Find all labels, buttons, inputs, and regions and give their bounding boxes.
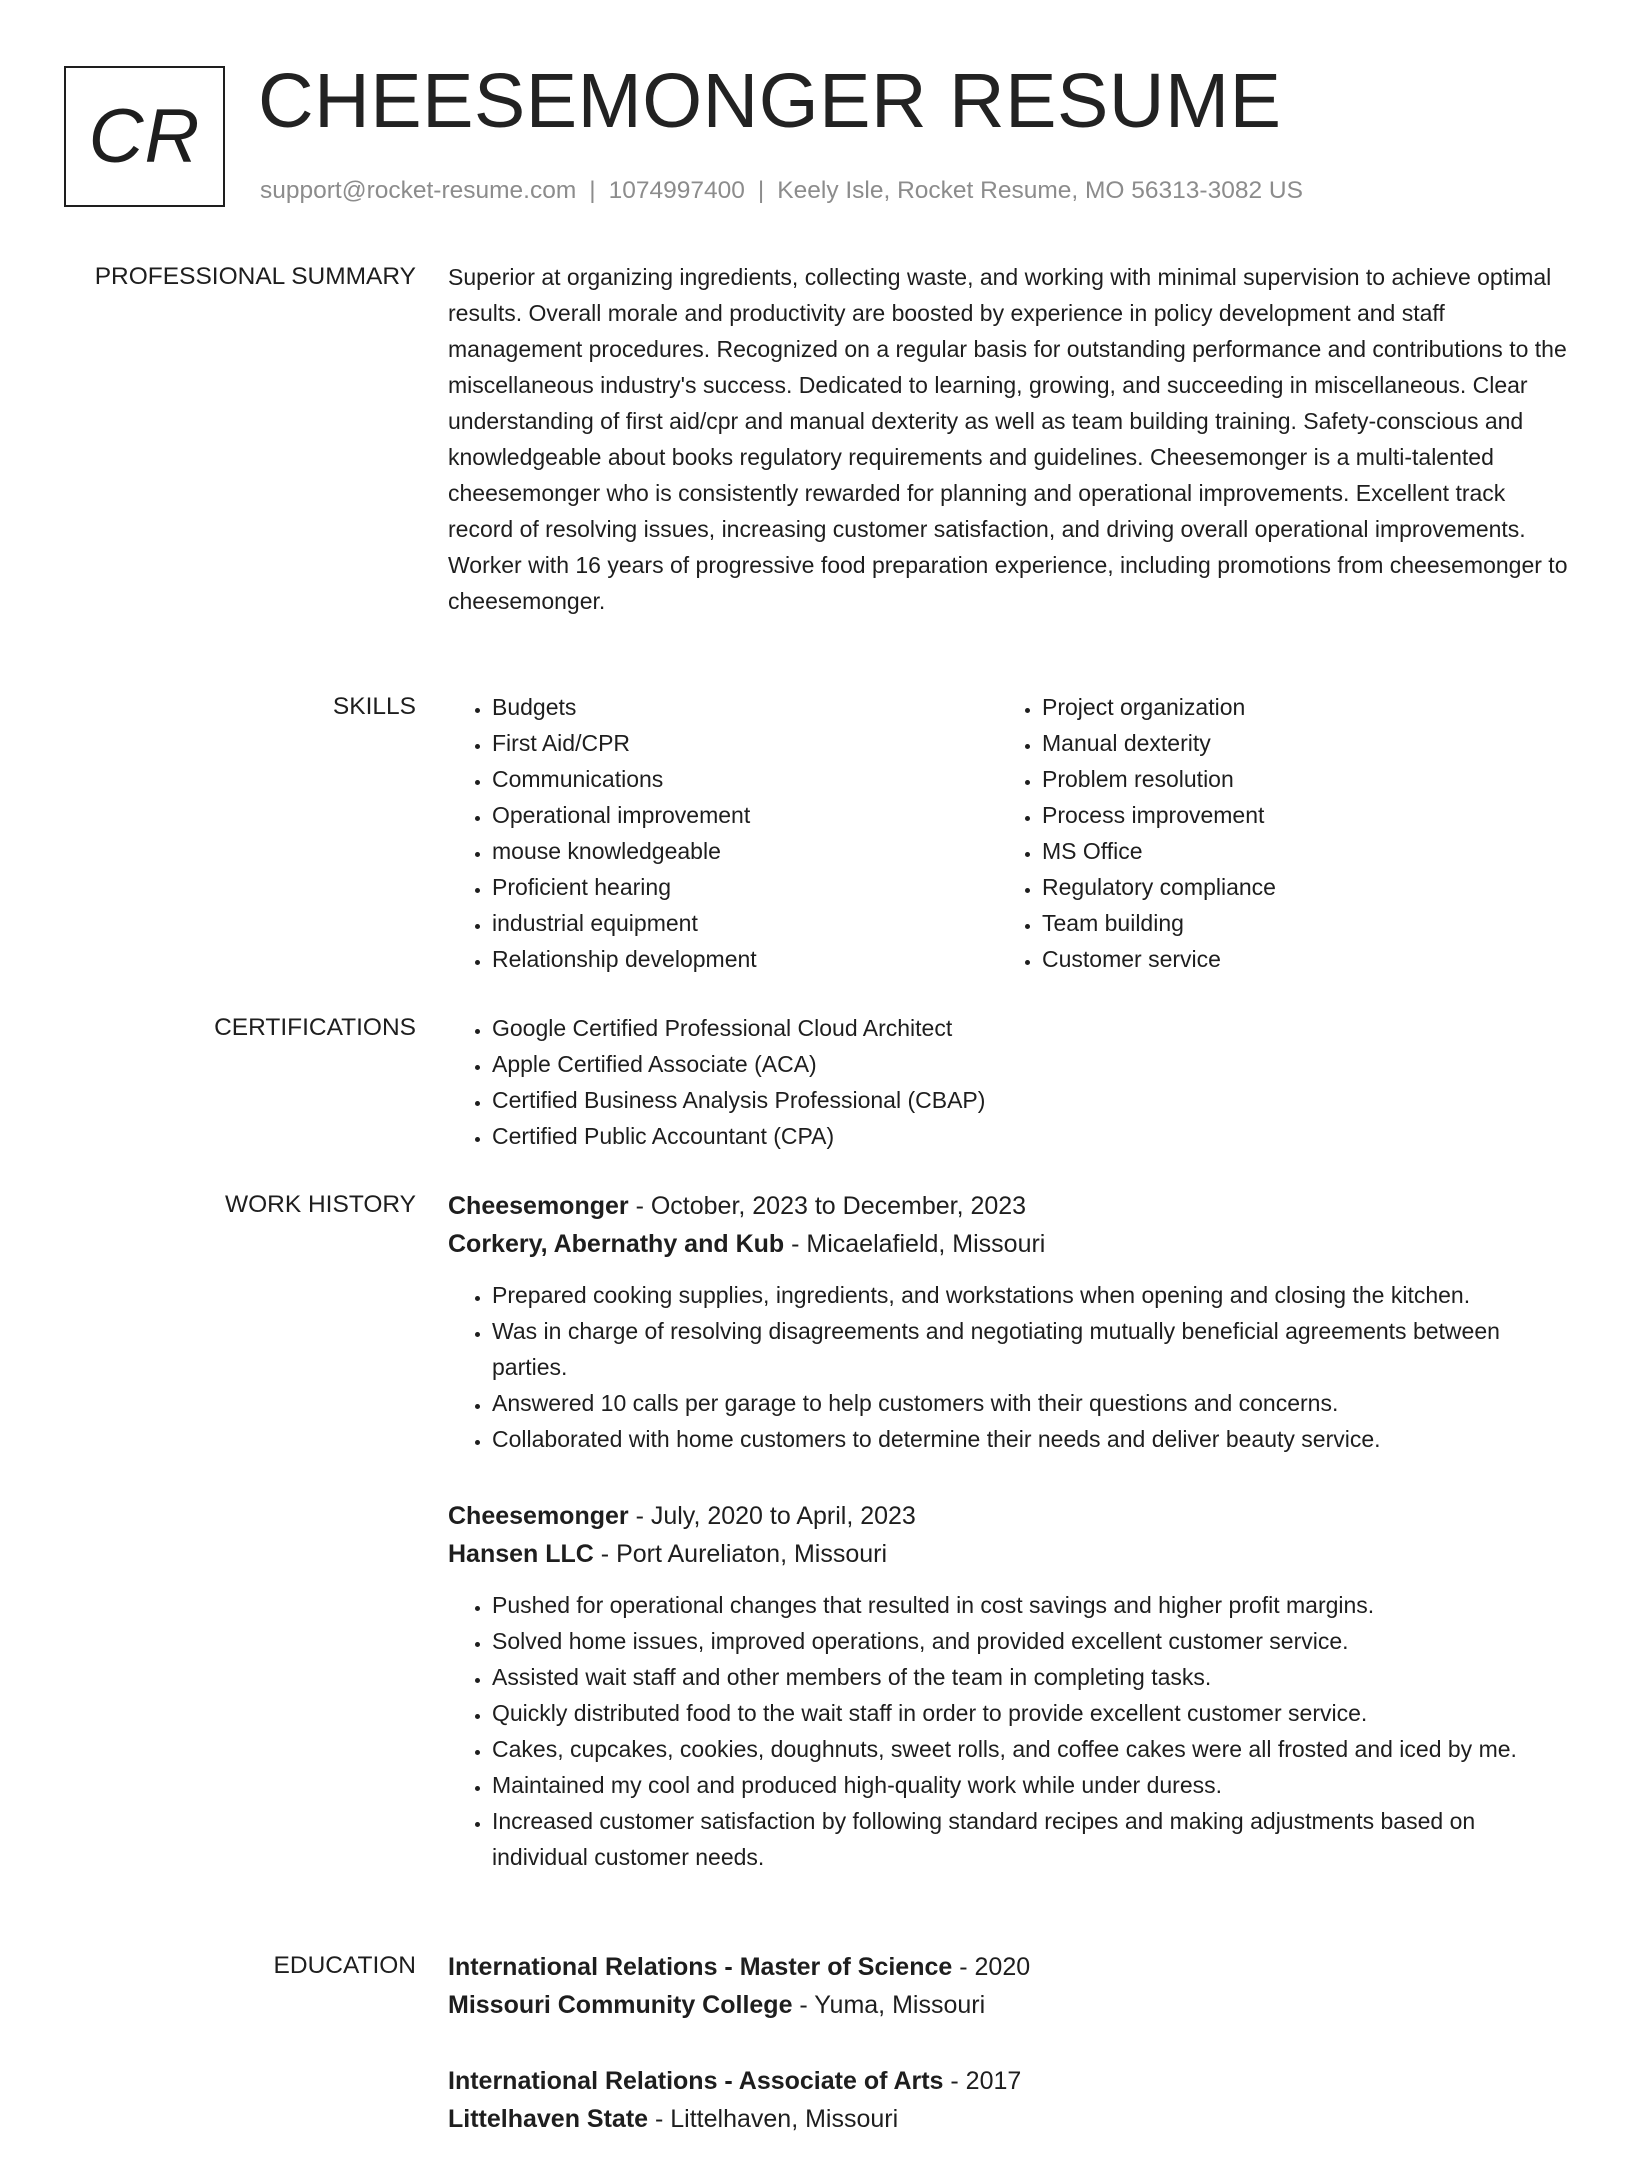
skill-item: • Project organization xyxy=(1042,689,1548,725)
job-title-line xyxy=(448,1497,1568,1535)
skills-body xyxy=(448,689,1568,977)
contact-address: Keely Isle, Rocket Resume, MO 56313-3082 US xyxy=(777,177,1303,204)
certification-item: • Google Certified Professional Cloud Architect xyxy=(492,1010,1568,1046)
job-dates: - October, 2023 to December, 2023 xyxy=(628,1192,1027,1220)
contact-line xyxy=(260,174,1303,208)
education-body xyxy=(448,1948,1568,2176)
skill-item: • Team building xyxy=(1042,905,1548,941)
job-bullet: • Was in charge of resolving disagreements and negotiating mutually beneficial agreements between parties. xyxy=(492,1313,1568,1385)
job-entry xyxy=(448,1187,1568,1457)
section-label-education: EDUCATION xyxy=(273,1952,416,1979)
job-location: - Micaelafield, Missouri xyxy=(784,1230,1046,1258)
degree: International Relations - Associate of Arts xyxy=(448,2067,944,2095)
section-label-summary: PROFESSIONAL SUMMARY xyxy=(94,263,416,290)
skill-item: • Budgets xyxy=(492,689,998,725)
school-location: - Littelhaven, Missouri xyxy=(648,2105,899,2133)
skill-item: • Problem resolution xyxy=(1042,761,1548,797)
job-bullet: • Assisted wait staff and other members of the team in completing tasks. xyxy=(492,1659,1568,1695)
school-location: - Yuma, Missouri xyxy=(792,1991,986,2019)
job-bullet: • Prepared cooking supplies, ingredients, and workstations when opening and closing the kitchen. xyxy=(492,1277,1568,1313)
section-label-work: WORK HISTORY xyxy=(224,1191,416,1218)
job-bullets xyxy=(448,1587,1568,1875)
degree-line xyxy=(448,2062,1568,2100)
section-label-certifications: CERTIFICATIONS xyxy=(214,1014,416,1041)
school-line xyxy=(448,1986,1568,2024)
monogram-logo xyxy=(64,66,225,207)
skill-item: • Process improvement xyxy=(1042,797,1548,833)
job-bullet: • Solved home issues, improved operations, and provided excellent customer service. xyxy=(492,1623,1568,1659)
job-bullet: • Answered 10 calls per garage to help customers with their questions and concerns. xyxy=(492,1385,1568,1421)
work-history-body xyxy=(448,1187,1568,1915)
skills-column-left xyxy=(448,689,998,977)
contact-email[interactable]: support@rocket-resume.com xyxy=(260,177,577,204)
skill-item: • First Aid/CPR xyxy=(492,725,998,761)
job-company-line xyxy=(448,1225,1568,1263)
skill-item: • industrial equipment xyxy=(492,905,998,941)
job-title-line xyxy=(448,1187,1568,1225)
job-title: Cheesemonger xyxy=(448,1192,629,1220)
skill-item: • Regulatory compliance xyxy=(1042,869,1548,905)
degree-year: - 2020 xyxy=(952,1953,1031,1981)
skill-item: • MS Office xyxy=(1042,833,1548,869)
certifications-list xyxy=(448,1010,1568,1154)
skill-item: • Customer service xyxy=(1042,941,1548,977)
job-company: Hansen LLC xyxy=(448,1540,594,1568)
school: Littelhaven State xyxy=(448,2105,649,2133)
skill-item: • Manual dexterity xyxy=(1042,725,1548,761)
contact-separator: | xyxy=(589,177,596,204)
skills-list-right xyxy=(998,689,1548,977)
section-label-skills: SKILLS xyxy=(332,693,416,720)
skills-list-left xyxy=(448,689,998,977)
degree-year: - 2017 xyxy=(943,2067,1022,2095)
school-line xyxy=(448,2100,1568,2138)
job-title: Cheesemonger xyxy=(448,1502,629,1530)
summary-body xyxy=(448,259,1568,619)
certification-item: • Certified Business Analysis Professional (CBAP) xyxy=(492,1082,1568,1118)
job-bullet: • Cakes, cupcakes, cookies, doughnuts, sweet rolls, and coffee cakes were all frosted and iced by me. xyxy=(492,1731,1568,1767)
job-dates: - July, 2020 to April, 2023 xyxy=(628,1502,916,1530)
school: Missouri Community College xyxy=(448,1991,793,2019)
job-bullet: • Quickly distributed food to the wait staff in order to provide excellent customer service. xyxy=(492,1695,1568,1731)
summary-text: Superior at organizing ingredients, collecting waste, and working with minimal supervision to achieve optimal results. Overall morale and productivity are boosted by experience in policy development and staff management procedures. Recognized on a regular basis for outstanding performance and contributions to the miscellaneous industry's success. Dedicated to learning, growing, and succeeding in miscellaneous. Clear understanding of first aid/cpr and manual dexterity as well as team building training. Safety-conscious and knowledgeable about books regulatory requirements and guidelines. Cheesemonger is a multi-talented cheesemonger who is consistently rewarded for planning and operational improvements. Excellent track record of resolving issues, increasing customer satisfaction, and driving overall operational improvements. Worker with 16 years of progressive food preparation experience, including promotions from cheesemonger to cheesemonger. xyxy=(448,264,1568,614)
certification-item: • Certified Public Accountant (CPA) xyxy=(492,1118,1568,1154)
education-entry xyxy=(448,1948,1568,2024)
monogram-initials: CR xyxy=(88,93,201,179)
skill-item: • Relationship development xyxy=(492,941,998,977)
job-bullets xyxy=(448,1277,1568,1457)
degree: International Relations - Master of Science xyxy=(448,1953,953,1981)
job-company: Corkery, Abernathy and Kub xyxy=(448,1230,785,1258)
skill-item: • mouse knowledgeable xyxy=(492,833,998,869)
job-company-line xyxy=(448,1535,1568,1573)
contact-phone[interactable]: 1074997400 xyxy=(608,177,745,204)
job-location: - Port Aureliaton, Missouri xyxy=(593,1540,888,1568)
job-bullet: • Maintained my cool and produced high-quality work while under duress. xyxy=(492,1767,1568,1803)
contact-separator: | xyxy=(757,177,765,204)
job-bullet: • Pushed for operational changes that resulted in cost savings and higher profit margins. xyxy=(492,1587,1568,1623)
certification-item: • Apple Certified Associate (ACA) xyxy=(492,1046,1568,1082)
education-entry xyxy=(448,2062,1568,2138)
job-entry xyxy=(448,1497,1568,1875)
resume-title: CHEESEMONGER RESUME xyxy=(258,58,1282,144)
skill-item: • Operational improvement xyxy=(492,797,998,833)
job-bullet: • Increased customer satisfaction by following standard recipes and making adjustments based on individual customer needs. xyxy=(492,1803,1568,1875)
degree-line xyxy=(448,1948,1568,1986)
skills-column-right xyxy=(998,689,1548,977)
skill-item: • Communications xyxy=(492,761,998,797)
certifications-body xyxy=(448,1010,1568,1154)
skill-item: • Proficient hearing xyxy=(492,869,998,905)
job-bullet: • Collaborated with home customers to determine their needs and deliver beauty service. xyxy=(492,1421,1568,1457)
